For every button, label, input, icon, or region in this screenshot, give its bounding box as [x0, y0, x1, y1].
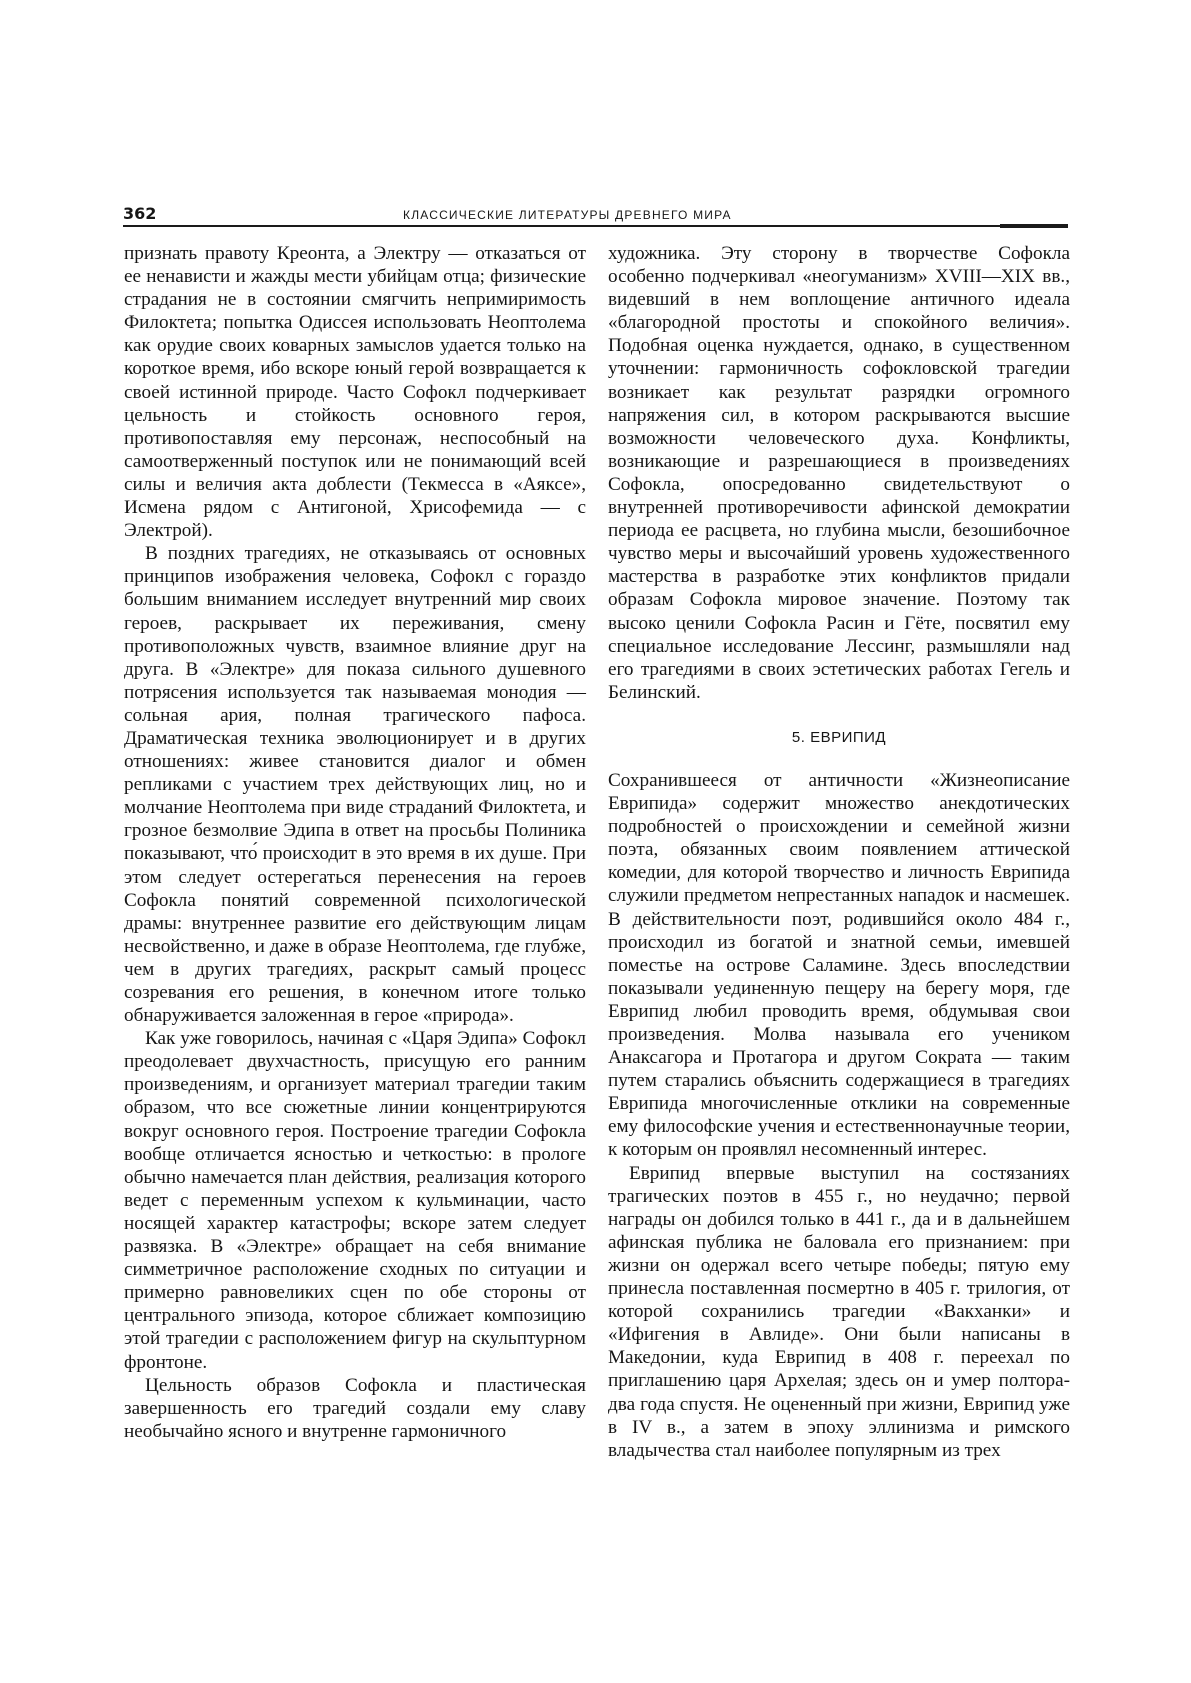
page-header: [123, 204, 1068, 226]
paragraph: признать правоту Креонта, а Электру — отказаться от ее ненависти и жажды мести убийцам отца; физические страдания не в состоянии смягчить непримиримость Филоктета; попытка Одиссея использовать Неоптолема как орудие своих коварных замыслов удается только на короткое время, ибо вскоре юный герой возвращается к своей истинной природе. Часто Софокл подчеркивает цельность и стойкость основного героя, противопоставляя ему персонаж, неспособный на самоотверженный поступок или не понимающий всей силы и величия акта доблести (Текмесса в «Аяксе», Исмена рядом с Антигоной, Хрисофемида — с Электрой).: [124, 243, 586, 542]
page-number: 362: [123, 204, 157, 223]
header-rule: [123, 225, 1068, 227]
right-column: [608, 242, 1070, 1462]
paragraph: Еврипид впервые выступил на состязаниях трагических поэтов в 455 г., но неудачно; первой награды он добился только в 441 г., да и в дальнейшем афинская публика не баловала его признанием: при жизни он одержал всего четыре победы; пятую ему принесла поставленная посмертно в 405 г. трилогия, от которой сохранились трагедии «Вакханки» и «Ифигения в Авлиде». Они были написаны в Македонии, куда Еврипид в 408 г. переехал по приглашению царя Архелая; здесь он и умер полтора-два года спустя. Не оцененный при жизни, Еврипид уже в IV в., а затем в эпоху эллинизма и римского владычества стал наиболее популярным из трех: [608, 1162, 1070, 1461]
section-heading: 5. ЕВРИПИД: [791, 728, 887, 746]
paragraph: Как уже говорилось, начиная с «Царя Эдипа» Софокл преодолевает двухчастность, присущую его ранним произведениям, и организует материал трагедии таким образом, что все сюжетные линии концентрируются вокруг основного героя. Построение трагедии Софокла вообще отличается ясностью и четкостью: в прологе обычно намечается план действия, реализация которого ведет с переменным успехом к кульминации, часто носящей характер катастрофы; вскоре затем следует развязка. В «Электре» обращает на себя внимание симметричное расположение сходных по ситуации и примерно равновеликих сцен по обе стороны от центрального эпизода, которое сближает композицию этой трагедии с расположением фигур на скульптурном фронтоне.: [124, 1028, 586, 1373]
left-column: [124, 242, 586, 1443]
paragraph: Сохранившееся от античности «Жизнеописание Еврипида» содержит множество анекдотических подробностей о происхождении и семейной жизни поэта, обязанных своим появлением аттической комедии, для которой творчество и личность Еврипида служили предметом непрестанных нападок и насмешек. В действительности поэт, родившийся около 484 г., происходил из богатой и знатной семьи, имевшей поместье на острове Саламине. Здесь впоследствии показывали уединенную пещеру на берегу моря, где Еврипид любил проводить время, обдумывая свои произведения. Молва называла его учеником Анаксагора и Протагора и другом Сократа — таким путем старались объяснить содержащиеся в трагедиях Еврипида многочисленные отклики на современные ему философские учения и естественнонаучные теории, к которым он проявлял несомненный интерес.: [608, 769, 1070, 1161]
running-title: КЛАССИЧЕСКИЕ ЛИТЕРАТУРЫ ДРЕВНЕГО МИРА: [403, 208, 732, 222]
paragraph: В поздних трагедиях, не отказываясь от основных принципов изображения человека, Софокл с гораздо большим вниманием исследует внутренний мир своих героев, раскрывает их переживания, смену противоположных чувств, взаимное влияние друг на друга. В «Электре» для показа сильного душевного потрясения используется так называемая монодия — сольная ария, полная трагического пафоса. Драматическая техника эволюционирует и в других отношениях: живее становится диалог и обмен репликами с участием трех действующих лиц, но и молчание Неоптолема при виде страданий Филоктета, и грозное безмолвие Эдипа в ответ на просьбы Полиника показывают, что́ происходит в это время в их душе. При этом следует остерегаться перенесения на героев Софокла понятий современной психологической драмы: внутреннее развитие его действующим лицам несвойственно, и даже в образе Неоптолема, где глубже, чем в других трагедиях, раскрыт самый процесс созревания его решения, в конечном итоге только обнаруживается заложенная в герое «природа».: [124, 543, 586, 1027]
paragraph: Цельность образов Софокла и пластическая завершенность его трагедий создали ему славу необычайно ясного и внутренне гармоничного: [124, 1374, 586, 1442]
paragraph: художника. Эту сторону в творчестве Софокла особенно подчеркивал «неогуманизм» XVIII—XIX вв., видевший в нем воплощение античного идеала «благородной простоты и спокойного величия». Подобная оценка нуждается, однако, в существенном уточнении: гармоничность софокловской трагедии возникает как результат разрядки огромного напряжения сил, в котором раскрываются высшие возможности человеческого духа. Конфликты, возникающие и разрешающиеся в произведениях Софокла, опосредованно свидетельствуют о внутренней противоречивости афинской демократии периода ее расцвета, но глубина мысли, безошибочное чувство меры и высочайший уровень художественного мастерства в разработке этих конфликтов придали образам Софокла мировое значение. Поэтому так высоко ценили Софокла Расин и Гёте, посвятил ему специальное исследование Лессинг, размышляли над его трагедиями в своих эстетических работах Гегель и Белинский.: [608, 243, 1070, 703]
header-rule-accent: [1000, 224, 1068, 228]
